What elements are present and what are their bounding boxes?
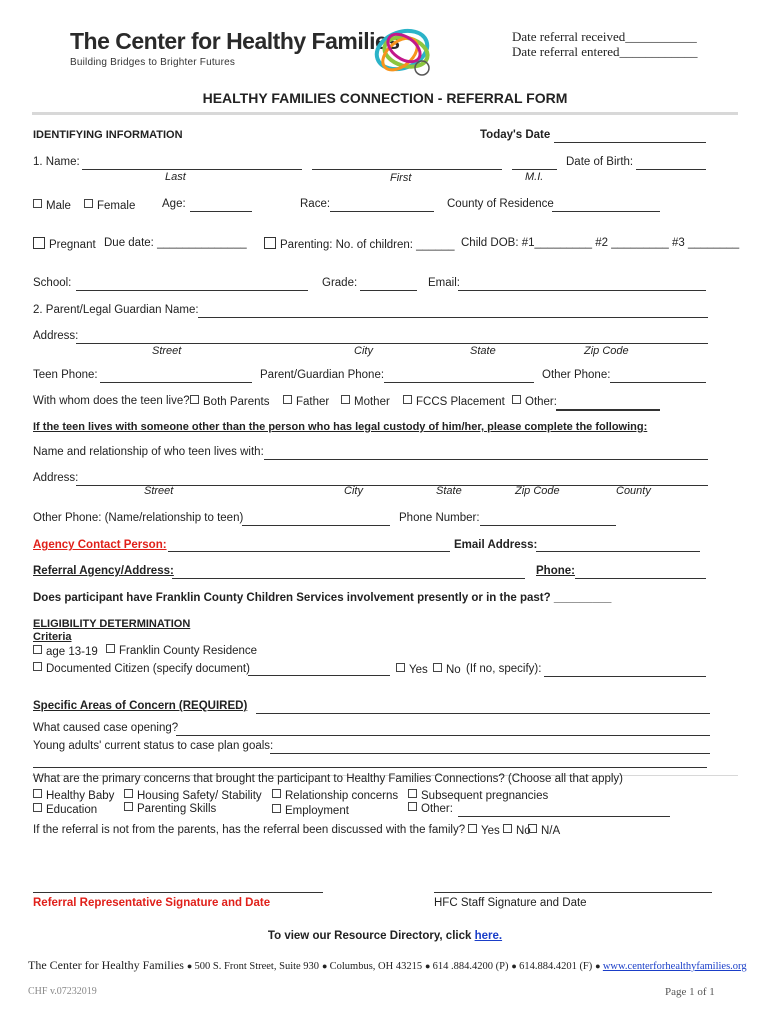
mi-caption: M.I.: [525, 171, 544, 183]
pregnant-checkbox[interactable]: [33, 237, 45, 249]
hfc-staff-signature-label: HFC Staff Signature and Date: [434, 897, 587, 909]
footer-street: 500 S. Front Street, Suite 930: [194, 961, 320, 972]
identifying-heading: IDENTIFYING INFORMATION: [33, 129, 183, 141]
age-label: Age:: [162, 198, 186, 210]
zip-caption: Zip Code: [584, 345, 629, 357]
discussed-yes-option[interactable]: [468, 824, 500, 837]
address-label: Address:: [33, 330, 79, 342]
footer-org: The Center for Healthy Families: [28, 958, 184, 972]
custody-street-caption: Street: [144, 485, 174, 497]
other-option[interactable]: [512, 395, 557, 408]
fccs-question[interactable]: Does participant have Franklin County Children Services involvement presently or in the past? _________: [33, 592, 612, 604]
other-field[interactable]: [556, 408, 660, 411]
both-parents-checkbox[interactable]: [190, 395, 199, 404]
teen-phone-label: Teen Phone:: [33, 369, 98, 381]
agency-contact-field[interactable]: [168, 550, 450, 552]
email-field[interactable]: [458, 289, 706, 291]
primary-concerns-question: What are the primary concerns that brought the participant to Healthy Families Connections? (Choose all that apply): [33, 773, 623, 785]
citizen-yes-label: Yes: [409, 664, 428, 676]
case-opening-field[interactable]: [176, 734, 710, 736]
age-criteria-checkbox[interactable]: [33, 645, 42, 654]
first-name-field[interactable]: [312, 168, 502, 170]
guardian-label: 2. Parent/Legal Guardian Name:: [33, 304, 199, 316]
father-option[interactable]: [283, 395, 329, 408]
concerns-heading: Specific Areas of Concern (REQUIRED): [33, 700, 248, 712]
org-logo: [70, 28, 400, 68]
county-field[interactable]: [552, 210, 660, 212]
agency-phone-label: Phone:: [536, 565, 575, 577]
healthy-baby-label: Healthy Baby: [46, 790, 115, 802]
discussed-yes-label: Yes: [481, 825, 500, 837]
concern-other-field[interactable]: [458, 815, 670, 817]
phone-number-field[interactable]: [480, 524, 616, 526]
first-caption: First: [390, 172, 412, 184]
race-field[interactable]: [330, 210, 434, 212]
citizen-yes-checkbox[interactable]: [396, 663, 405, 672]
discussed-na-checkbox[interactable]: [528, 824, 537, 833]
name-rel-field[interactable]: [264, 458, 708, 460]
dob-label: Date of Birth:: [566, 156, 634, 168]
grade-field[interactable]: [360, 289, 417, 291]
age-field[interactable]: [190, 210, 252, 212]
custody-state-caption: State: [436, 485, 462, 497]
father-checkbox[interactable]: [283, 395, 292, 404]
female-checkbox[interactable]: [84, 199, 93, 208]
case-opening-label: What caused case opening?: [33, 722, 179, 734]
race-label: Race:: [300, 198, 331, 210]
citizen-yes-option[interactable]: [396, 663, 428, 676]
concern-other-checkbox[interactable]: [408, 802, 417, 811]
parenting-label: Parenting: No. of children: ______: [280, 239, 455, 251]
citizen-label: Documented Citizen (specify document): [46, 663, 250, 675]
agency-email-field[interactable]: [536, 550, 700, 552]
parenting-skills-checkbox[interactable]: [124, 802, 133, 811]
male-checkbox[interactable]: [33, 199, 42, 208]
franklin-label: Franklin County Residence: [119, 645, 258, 657]
agency-email-label: Email Address:: [454, 539, 538, 551]
fccs-label: FCCS Placement: [416, 396, 505, 408]
pregnant-option[interactable]: [33, 237, 96, 251]
mother-option[interactable]: [341, 395, 390, 408]
franklin-checkbox[interactable]: [106, 644, 115, 653]
citizen-checkbox[interactable]: [33, 662, 42, 671]
fccs-checkbox[interactable]: [403, 395, 412, 404]
custody-county-caption: County: [616, 485, 651, 497]
custody-other-phone-field[interactable]: [242, 524, 390, 526]
footer-city: Columbus, OH 43215: [329, 961, 423, 972]
parenting-option[interactable]: [264, 237, 455, 251]
pregnant-label: Pregnant: [49, 239, 96, 251]
last-name-field[interactable]: [82, 168, 302, 170]
age-criteria-label: age 13-19: [46, 646, 98, 658]
female-label: Female: [97, 200, 136, 212]
discussed-na-option[interactable]: [528, 824, 560, 837]
concern-other-option[interactable]: [408, 802, 453, 815]
parenting-skills-label: Parenting Skills: [137, 803, 217, 815]
resource-directory: [0, 930, 770, 942]
parenting-skills-option[interactable]: [124, 802, 216, 815]
version-label: CHF v.07232019: [28, 986, 97, 997]
both-parents-option[interactable]: [190, 395, 269, 408]
status-field-continued[interactable]: [33, 766, 707, 768]
discussed-no-label: No: [516, 825, 531, 837]
org-name: The Center for Healthy Families: [70, 28, 400, 54]
date-received: Date referral received___________: [512, 29, 697, 44]
todays-date-label: Today's Date: [480, 129, 551, 141]
agency-contact-label: Agency Contact Person:: [33, 539, 167, 551]
discussed-question: If the referral is not from the parents, has the referral been discussed with the family?: [33, 824, 466, 836]
ref-rep-signature-field[interactable]: [33, 891, 323, 893]
mi-field[interactable]: [512, 168, 557, 170]
guardian-phone-field[interactable]: [384, 381, 534, 383]
franklin-option[interactable]: [106, 644, 257, 657]
eligibility-heading: ELIGIBILITY DETERMINATION: [33, 618, 191, 630]
grade-label: Grade:: [322, 277, 358, 289]
parenting-checkbox[interactable]: [264, 237, 276, 249]
both-parents-label: Both Parents: [203, 396, 270, 408]
discussed-na-label: N/A: [541, 825, 561, 837]
female-option[interactable]: [84, 199, 135, 212]
lives-with-label: With whom does the teen live?: [33, 395, 190, 407]
relationship-label: Relationship concerns: [285, 790, 399, 802]
custody-city-caption: City: [344, 485, 363, 497]
mother-checkbox[interactable]: [341, 395, 350, 404]
subsequent-checkbox[interactable]: [408, 789, 417, 798]
custody-other-phone-label: Other Phone: (Name/relationship to teen): [33, 512, 244, 524]
bullet-icon: ●: [321, 961, 330, 971]
healthy-baby-checkbox[interactable]: [33, 789, 42, 798]
ref-agency-field[interactable]: [172, 577, 525, 579]
concerns-field[interactable]: [256, 712, 710, 714]
bullet-icon: ●: [511, 961, 520, 971]
resource-link[interactable]: here.: [474, 930, 503, 942]
todays-date-field[interactable]: [554, 141, 706, 143]
education-option[interactable]: [33, 803, 97, 816]
other-phone-field[interactable]: [610, 381, 706, 383]
subsequent-label: Subsequent pregnancies: [421, 790, 549, 802]
status-field[interactable]: [270, 752, 710, 754]
relationship-checkbox[interactable]: [272, 789, 281, 798]
custody-zip-caption: Zip Code: [515, 485, 560, 497]
male-label: Male: [46, 200, 71, 212]
fccs-option[interactable]: [403, 395, 505, 408]
ref-agency-label: Referral Agency/Address:: [33, 565, 174, 577]
custody-heading: If the teen lives with someone other than the person who has legal custody of him/her, please complete the following:: [33, 421, 648, 433]
footer-website-link[interactable]: www.centerforhealthyfamilies.org: [602, 961, 747, 972]
footer-contact: [28, 958, 747, 973]
org-tagline: Building Bridges to Brighter Futures: [70, 57, 236, 68]
resource-text: To view our Resource Directory, click: [267, 930, 472, 942]
agency-phone-field[interactable]: [575, 577, 706, 579]
child-dob[interactable]: Child DOB: #1_________ #2 _________ #3 ________: [461, 237, 740, 249]
hfc-staff-signature-field[interactable]: [434, 891, 712, 893]
custody-address-label: Address:: [33, 472, 79, 484]
guardian-phone-label: Parent/Guardian Phone:: [260, 369, 385, 381]
education-checkbox[interactable]: [33, 803, 42, 812]
bullet-icon: ●: [595, 961, 603, 971]
relationship-option[interactable]: [272, 789, 398, 802]
footer-phone: 614 .884.4200 (P): [432, 961, 509, 972]
bullet-icon: ●: [424, 961, 433, 971]
concern-other-label: Other:: [421, 803, 453, 815]
status-label: Young adults' current status to case plan goals:: [33, 740, 274, 752]
if-no-label: (If no, specify):: [466, 663, 542, 675]
school-label: School:: [33, 277, 72, 289]
address-field[interactable]: [76, 342, 708, 344]
employment-checkbox[interactable]: [272, 804, 281, 813]
city-caption: City: [354, 345, 373, 357]
employment-label: Employment: [285, 805, 349, 817]
due-date[interactable]: Due date: ______________: [104, 237, 247, 249]
phone-number-label: Phone Number:: [399, 512, 480, 524]
last-caption: Last: [165, 171, 186, 183]
teen-phone-field[interactable]: [100, 381, 252, 383]
male-option[interactable]: [33, 199, 71, 212]
dob-field[interactable]: [636, 168, 706, 170]
street-caption: Street: [152, 345, 182, 357]
discussed-no-option[interactable]: [503, 824, 531, 837]
name-rel-label: Name and relationship of who teen lives with:: [33, 446, 264, 458]
other-phone-label: Other Phone:: [542, 369, 611, 381]
footer-fax: 614.884.4201 (F): [519, 961, 593, 972]
subsequent-option[interactable]: [408, 789, 548, 802]
housing-checkbox[interactable]: [124, 789, 133, 798]
guardian-field[interactable]: [198, 316, 708, 318]
citizen-no-option[interactable]: [433, 663, 461, 676]
mother-label: Mother: [354, 396, 390, 408]
citizen-no-label: No: [446, 664, 461, 676]
state-caption: State: [470, 345, 496, 357]
citizen-option[interactable]: [33, 662, 250, 675]
other-label: Other:: [525, 396, 557, 408]
father-label: Father: [296, 396, 330, 408]
county-label: County of Residence: [447, 198, 554, 210]
date-entered: Date referral entered____________: [512, 44, 698, 59]
citizen-document-field[interactable]: [248, 674, 390, 676]
housing-label: Housing Safety/ Stability: [137, 790, 262, 802]
education-label: Education: [46, 804, 98, 816]
citizen-no-checkbox[interactable]: [433, 663, 442, 672]
discussed-no-checkbox[interactable]: [503, 824, 512, 833]
ref-rep-signature-label: Referral Representative Signature and Date: [33, 897, 271, 909]
page-number: Page 1 of 1: [665, 986, 715, 998]
employment-option[interactable]: [272, 804, 349, 817]
healthy-baby-option[interactable]: [33, 789, 114, 802]
logo-swirl-icon: [370, 20, 440, 82]
form-title: HEALTHY FAMILIES CONNECTION - REFERRAL FORM: [202, 90, 568, 106]
if-no-field[interactable]: [544, 675, 706, 677]
bullet-icon: ●: [186, 961, 195, 971]
discussed-yes-checkbox[interactable]: [468, 824, 477, 833]
email-label: Email:: [428, 277, 460, 289]
other-checkbox[interactable]: [512, 395, 521, 404]
title-divider: [32, 112, 738, 115]
criteria-label: Criteria: [33, 631, 72, 643]
school-field[interactable]: [76, 289, 308, 291]
housing-option[interactable]: [124, 789, 262, 802]
age-criteria-option[interactable]: [33, 645, 98, 658]
name-label: 1. Name:: [33, 156, 80, 168]
